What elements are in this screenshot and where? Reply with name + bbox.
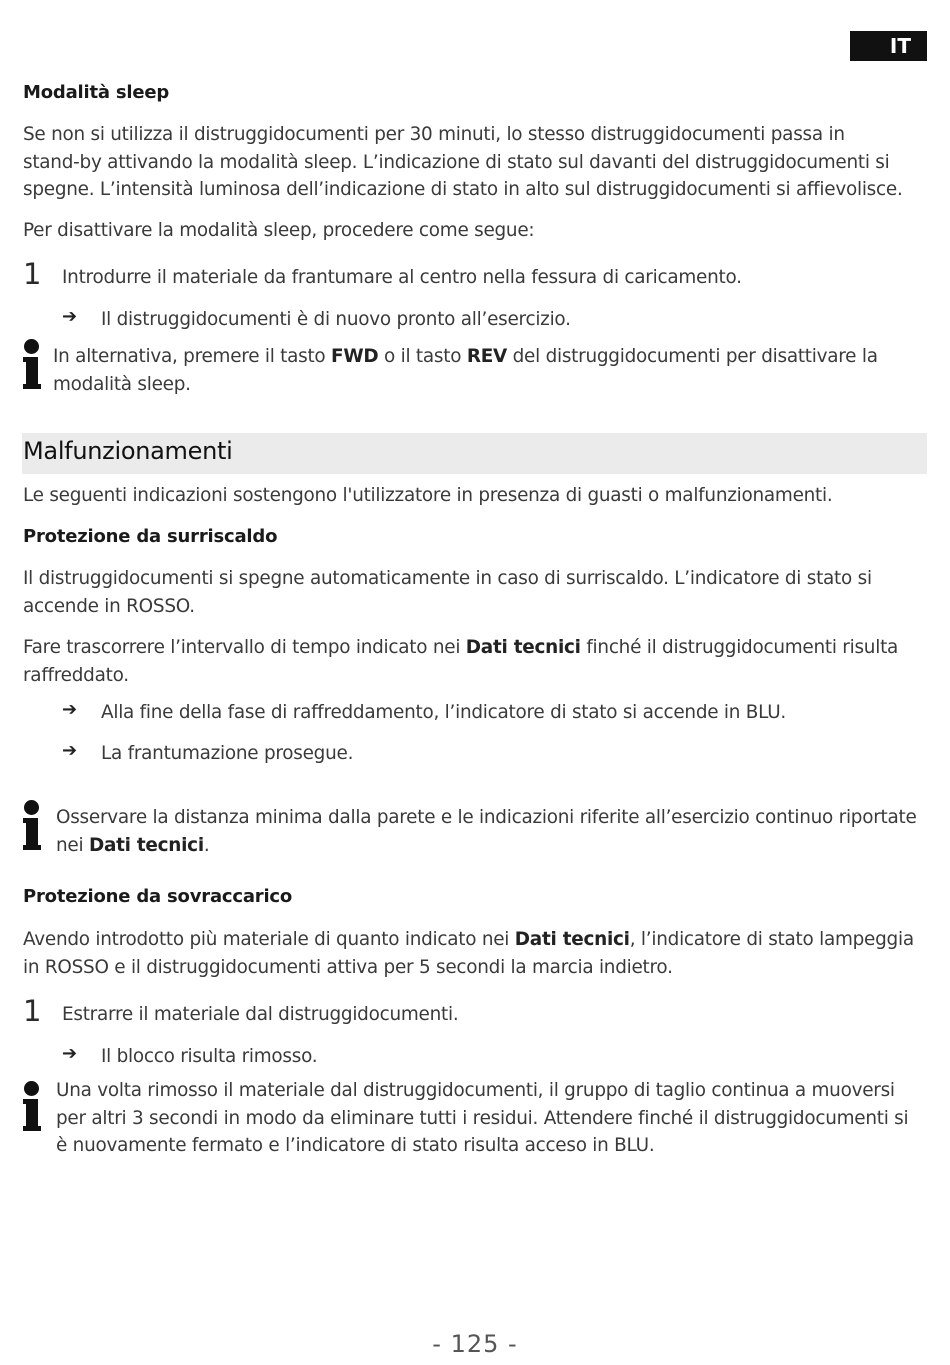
step-number: 1 xyxy=(23,994,42,1028)
info-icon xyxy=(22,800,42,852)
page-number: - 125 - xyxy=(432,1330,518,1358)
text-line: nei Dati tecnici. xyxy=(56,834,210,856)
text-line: Avendo introdotto più materiale di quanto indicato nei Dati tecnici, l’indicatore di stato lampeggia xyxy=(23,929,914,950)
sleep-note xyxy=(53,343,928,398)
overheat-title: Protezione da surriscaldo xyxy=(23,526,278,547)
arrow-right-icon: ➔ xyxy=(62,699,78,720)
text-line: stand-by attivando la modalità sleep. L’indicazione di stato sul davanti del distruggidocumenti si xyxy=(23,151,890,173)
text-line: è nuovamente fermato e l’indicatore di stato risulta acceso in BLU. xyxy=(56,1135,655,1156)
overload-paragraph xyxy=(23,926,928,981)
step-text: Estrarre il materiale dal distruggidocumenti. xyxy=(62,1004,459,1025)
text-line: Osservare la distanza minima dalla parete e le indicazioni riferite all’esercizio continuo riportate xyxy=(56,807,917,828)
language-code: IT xyxy=(889,34,911,58)
overload-note xyxy=(56,1077,928,1160)
overheat-note xyxy=(56,804,928,859)
step-text: Introdurre il materiale da frantumare al centro nella fessura di caricamento. xyxy=(62,267,742,288)
text-line: Fare trascorrere l’intervallo di tempo indicato nei Dati tecnici finché il distruggidocumenti risulta xyxy=(23,637,899,658)
info-icon xyxy=(22,1081,42,1133)
text-line: in ROSSO e il distruggidocumenti attiva per 5 secondi la marcia indietro. xyxy=(23,956,673,978)
text-line: Il distruggidocumenti si spegne automaticamente in caso di surriscaldo. L’indicatore di stato si xyxy=(23,568,872,589)
technical-data-ref: Dati tecnici xyxy=(514,929,630,950)
step-number: 1 xyxy=(23,257,42,291)
text-line: per altri 3 secondi in modo da eliminare tutti i residui. Attendere finché il distruggidocumenti si xyxy=(56,1107,909,1129)
overheat-result-1: Alla fine della fase di raffreddamento, l’indicatore di stato si accende in BLU. xyxy=(101,702,787,723)
fwd-key-label: FWD xyxy=(331,346,379,367)
rev-key-label: REV xyxy=(466,346,508,367)
step-result: Il distruggidocumenti è di nuovo pronto all’esercizio. xyxy=(101,309,571,330)
technical-data-ref: Dati tecnici xyxy=(465,637,581,658)
overheat-cooling-paragraph xyxy=(23,634,928,689)
arrow-right-icon: ➔ xyxy=(62,306,78,327)
text-line: Se non si utilizza il distruggidocumenti per 30 minuti, lo stesso distruggidocumenti passa in xyxy=(23,124,845,145)
text-line: modalità sleep. xyxy=(53,373,191,395)
overheat-result-2: La frantumazione prosegue. xyxy=(101,743,354,764)
text-line: accende in ROSSO. xyxy=(23,595,195,617)
sleep-paragraph xyxy=(23,121,928,204)
info-icon xyxy=(22,339,42,391)
text-line: raffreddato. xyxy=(23,664,129,686)
overheat-paragraph xyxy=(23,565,928,620)
text-line: spegne. L’intensità luminosa dell’indicazione di stato in alto sul distruggidocumenti si affievolisce. xyxy=(23,179,903,200)
arrow-right-icon: ➔ xyxy=(62,740,78,761)
language-badge xyxy=(850,31,927,61)
sleep-section-title: Modalità sleep xyxy=(23,82,170,103)
technical-data-ref: Dati tecnici xyxy=(88,834,204,856)
overload-title: Protezione da sovraccarico xyxy=(23,886,293,907)
text-line: In alternativa, premere il tasto FWD o il tasto REV del distruggidocumenti per disattivare la xyxy=(53,346,878,367)
malfunctions-intro: Le seguenti indicazioni sostengono l'utilizzatore in presenza di guasti o malfunzionamenti. xyxy=(23,485,833,506)
sleep-instruction-intro: Per disattivare la modalità sleep, procedere come segue: xyxy=(23,220,535,241)
overload-result: Il blocco risulta rimosso. xyxy=(101,1046,318,1067)
text-line: Una volta rimosso il materiale dal distruggidocumenti, il gruppo di taglio continua a muoversi xyxy=(56,1080,895,1101)
malfunctions-title: Malfunzionamenti xyxy=(23,437,233,465)
arrow-right-icon: ➔ xyxy=(62,1043,78,1064)
